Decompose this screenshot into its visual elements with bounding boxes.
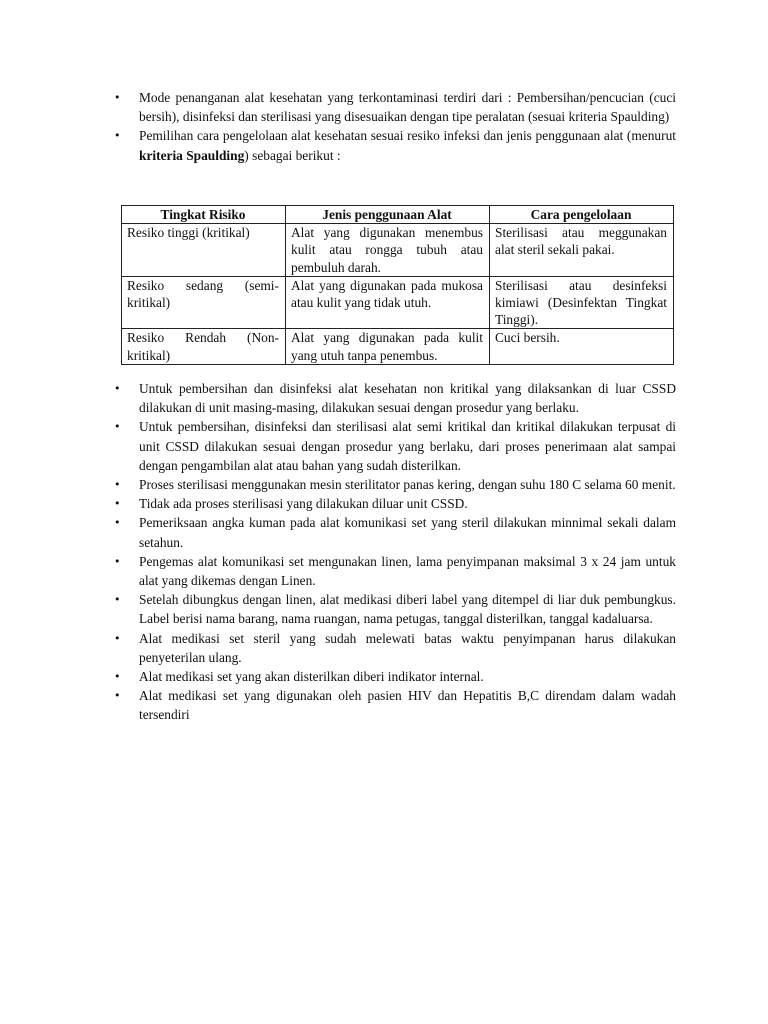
- bullet-text: Setelah dibungkus dengan linen, alat medikasi diberi label yang ditempel di liar duk pembungkus. Label berisi nama barang, nama ruangan, nama petugas, tanggal disterilkan, tanggal kadaluarsa.: [139, 592, 676, 627]
- bullet-text: Alat medikasi set yang akan disterilkan diberi indikator internal.: [139, 669, 484, 685]
- list-item: [114, 88, 676, 126]
- list-item: [114, 667, 676, 686]
- bullet-text: Mode penanganan alat kesehatan yang terkontaminasi terdiri dari : Pembersihan/pencucian (cuci bersih), disinfeksi dan sterilisasi yang disesuaikan dengan tipe peralatan (sesuai kriteria Spaulding): [139, 90, 676, 125]
- bullet-icon: •: [114, 420, 121, 434]
- list-item: [114, 686, 676, 724]
- table-cell: Sterilisasi atau meggunakan alat steril sekali pakai.: [490, 224, 674, 277]
- table-cell: Alat yang digunakan menembus kulit atau rongga tubuh atau pembuluh darah.: [286, 224, 490, 277]
- bullet-icon: •: [114, 689, 121, 703]
- column-header-risk: Tingkat Risiko: [122, 206, 286, 224]
- bullet-icon: •: [114, 382, 121, 395]
- table-cell: Cuci bersih.: [490, 329, 674, 364]
- bullet-text-bold: kriteria Spaulding: [139, 147, 245, 163]
- column-header-handling: Cara pengelolaan: [490, 206, 674, 224]
- bullet-icon: •: [114, 497, 121, 511]
- table-cell: Sterilisasi atau desinfeksi kimiawi (Desinfektan Tingkat Tinggi).: [490, 276, 674, 329]
- bullet-icon: •: [114, 631, 121, 645]
- list-item: [114, 590, 676, 628]
- table-row: [122, 276, 674, 329]
- table-row: [122, 224, 674, 277]
- bullet-text-part: Pemilihan cara pengelolaan alat kesehatan sesuai resiko infeksi dan jenis penggunaan alat (menurut: [139, 128, 676, 144]
- list-item: [114, 417, 676, 475]
- bullet-icon: •: [114, 593, 121, 607]
- list-item: [114, 379, 676, 417]
- bullet-icon: •: [114, 91, 121, 104]
- bullet-icon: •: [114, 554, 121, 568]
- column-header-usage: Jenis penggunaan Alat: [286, 206, 490, 224]
- bullet-icon: •: [114, 129, 121, 143]
- table-cell: Resiko Rendah (Non-kritikal): [122, 329, 286, 364]
- spaulding-criteria-table: [121, 205, 674, 365]
- table-header-row: [122, 206, 674, 224]
- bullet-text: Proses sterilisasi menggunakan mesin sterilitator panas kering, dengan suhu 180 C selama 60 menit.: [139, 477, 676, 493]
- bullet-icon: •: [114, 516, 121, 530]
- list-item: [114, 126, 676, 164]
- bullet-text: Alat medikasi set yang digunakan oleh pasien HIV dan Hepatitis B,C direndam dalam wadah tersendiri: [139, 688, 676, 723]
- bullet-text: Pengemas alat komunikasi set mengunakan linen, lama penyimpanan maksimal 3 x 24 jam untuk alat yang dikemas dengan Linen.: [139, 553, 676, 589]
- table-cell: Resiko tinggi (kritikal): [122, 224, 286, 277]
- list-item: [114, 513, 676, 551]
- list-item: [114, 475, 676, 494]
- bullet-text-part: ) sebagai berikut :: [244, 147, 341, 163]
- table-cell: Alat yang digunakan pada mukosa atau kulit yang tidak utuh.: [286, 276, 490, 329]
- policy-bullet-list: [114, 379, 676, 725]
- list-item: [114, 552, 676, 590]
- list-item: [114, 494, 676, 513]
- table-cell: Resiko sedang (semi-kritikal): [122, 276, 286, 329]
- table-row: [122, 329, 674, 364]
- bullet-text: Untuk pembersihan dan disinfeksi alat kesehatan non kritikal yang dilaksankan di luar CSSD dilakukan di unit masing-masing, dilakukan sesuai dengan prosedur yang berlaku.: [139, 381, 676, 416]
- bullet-text: Alat medikasi set steril yang sudah melewati batas waktu penyimpanan harus dilakukan penyeterilan ulang.: [139, 630, 676, 665]
- list-item: [114, 629, 676, 667]
- bullet-icon: •: [114, 670, 121, 684]
- table-cell: Alat yang digunakan pada kulit yang utuh tanpa penembus.: [286, 329, 490, 364]
- bullet-icon: •: [114, 478, 121, 492]
- intro-bullet-list: [114, 88, 676, 165]
- bullet-text: Pemeriksaan angka kuman pada alat komunikasi set yang steril dilakukan minnimal sekali dalam setahun.: [139, 515, 676, 550]
- bullet-text: Tidak ada proses sterilisasi yang dilakukan diluar unit CSSD.: [139, 496, 468, 512]
- bullet-text: Untuk pembersihan, disinfeksi dan sterilisasi alat semi kritikal dan kritikal dilakukan terpusat di unit CSSD dilakukan sesuai dengan prosedur yang berlaku, dari proses penerimaan alat sampai dengan pengambilan alat atau bahan yang sudah disterilkan.: [139, 419, 676, 473]
